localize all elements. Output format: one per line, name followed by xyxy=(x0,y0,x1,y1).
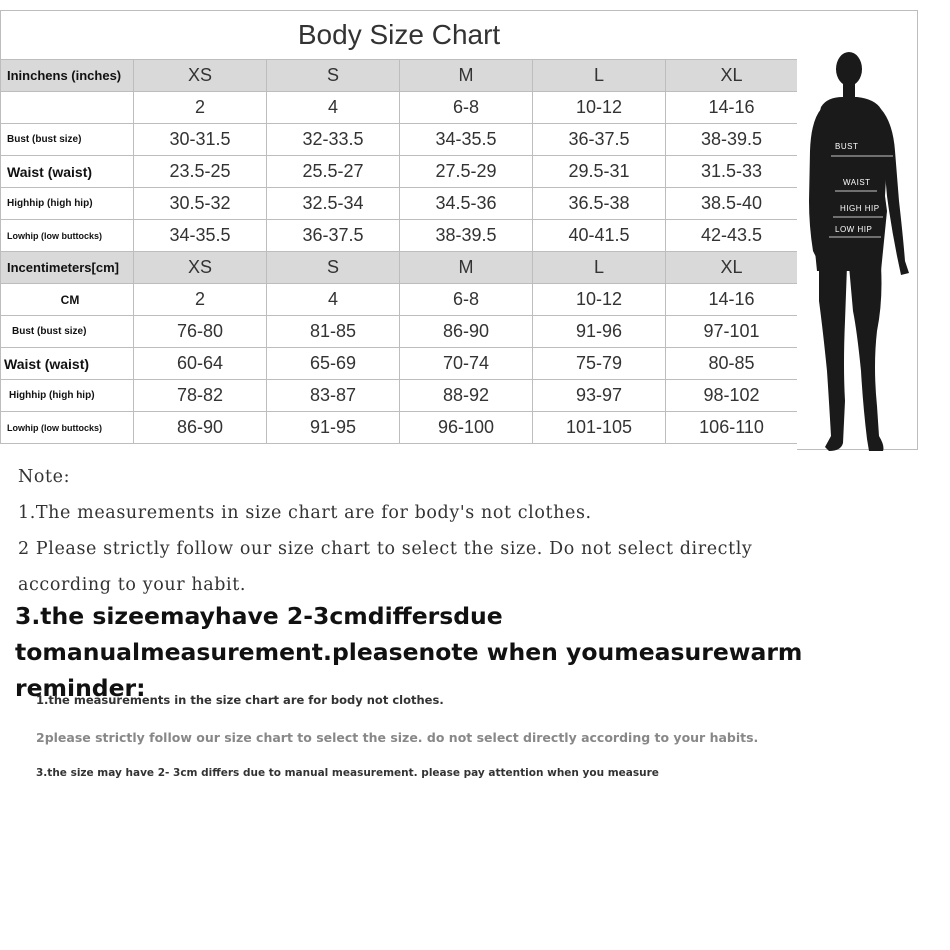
table-cell: 27.5-29 xyxy=(400,156,533,188)
row-label: Waist (waist) xyxy=(1,156,134,188)
table-cell: 81-85 xyxy=(267,316,400,348)
row-label xyxy=(1,92,134,124)
table-cell: 4 xyxy=(267,284,400,316)
table-cell: 29.5-31 xyxy=(533,156,666,188)
size-header-xs: XS xyxy=(134,60,267,92)
size-header-l: L xyxy=(533,252,666,284)
table-cell: 34.5-36 xyxy=(400,188,533,220)
table-cell: 80-85 xyxy=(666,348,798,380)
size-header-m: M xyxy=(400,252,533,284)
table-cell: 31.5-33 xyxy=(666,156,798,188)
table-cell: 38-39.5 xyxy=(400,220,533,252)
table-cell: 23.5-25 xyxy=(134,156,267,188)
table-cell: 10-12 xyxy=(533,92,666,124)
table-cell: 91-95 xyxy=(267,412,400,444)
figure-label-low-hip: LOW HIP xyxy=(835,225,873,234)
chart-title: Body Size Chart xyxy=(1,11,798,60)
inches-bust-row xyxy=(1,124,798,156)
cm-highhip-row xyxy=(1,380,798,412)
row-label: Highhip (high hip) xyxy=(1,380,134,412)
cm-header-label: Incentimeters[cm] xyxy=(1,252,134,284)
note-line-2-cont: according to your habit. xyxy=(18,575,247,595)
inches-lowhip-row xyxy=(1,220,798,252)
figure-label-high-hip: HIGH HIP xyxy=(840,204,880,213)
table-cell: 101-105 xyxy=(533,412,666,444)
table-cell: 42-43.5 xyxy=(666,220,798,252)
table-cell: 34-35.5 xyxy=(134,220,267,252)
table-cell: 36.5-38 xyxy=(533,188,666,220)
note-line-1: 1.The measurements in size chart are for body's not clothes. xyxy=(18,503,592,523)
inches-header-row xyxy=(1,60,798,92)
note-line-2: 2 Please strictly follow our size chart to select the size. Do not select directly xyxy=(18,539,753,559)
table-cell: 78-82 xyxy=(134,380,267,412)
table-cell: 98-102 xyxy=(666,380,798,412)
table-cell: 2 xyxy=(134,284,267,316)
cm-header-row xyxy=(1,252,798,284)
row-label: Highhip (high hip) xyxy=(1,188,134,220)
table-cell: 34-35.5 xyxy=(400,124,533,156)
reminder-line-3: 3.the size may have 2- 3cm differs due to manual measurement. please pay attention when you measure xyxy=(36,767,659,779)
table-cell: 86-90 xyxy=(400,316,533,348)
figure-label-waist: WAIST xyxy=(843,178,871,187)
row-label: CM xyxy=(1,284,134,316)
table-cell: 30.5-32 xyxy=(134,188,267,220)
size-header-l: L xyxy=(533,60,666,92)
row-label: Waist (waist) xyxy=(1,348,134,380)
warm-reminder-note: 3.the sizeemayhave 2-3cmdiffersdue tomanualmeasurement.pleasenote when youmeasurewarm reminder: xyxy=(15,602,803,702)
table-cell: 30-31.5 xyxy=(134,124,267,156)
table-cell: 14-16 xyxy=(666,92,798,124)
size-header-m: M xyxy=(400,60,533,92)
table-cell: 6-8 xyxy=(400,284,533,316)
cm-us-size-row xyxy=(1,284,798,316)
row-label: Lowhip (low buttocks) xyxy=(1,220,134,252)
size-header-s: S xyxy=(267,252,400,284)
table-cell: 32.5-34 xyxy=(267,188,400,220)
table-cell: 86-90 xyxy=(134,412,267,444)
note-heading: Note: xyxy=(18,467,71,487)
figure-label-bust: BUST xyxy=(835,142,859,151)
size-header-xl: XL xyxy=(666,252,798,284)
table-cell: 10-12 xyxy=(533,284,666,316)
table-cell: 76-80 xyxy=(134,316,267,348)
cm-lowhip-row xyxy=(1,412,798,444)
size-header-s: S xyxy=(267,60,400,92)
table-cell: 60-64 xyxy=(134,348,267,380)
table-cell: 36-37.5 xyxy=(267,220,400,252)
inches-header-label: Ininchens (inches) xyxy=(1,60,134,92)
reminder-line-1: 1.the measurements in the size chart are for body not clothes. xyxy=(36,693,444,707)
table-cell: 25.5-27 xyxy=(267,156,400,188)
table-cell: 70-74 xyxy=(400,348,533,380)
table-cell: 4 xyxy=(267,92,400,124)
size-header-xl: XL xyxy=(666,60,798,92)
table-cell: 40-41.5 xyxy=(533,220,666,252)
inches-waist-row xyxy=(1,156,798,188)
table-cell: 97-101 xyxy=(666,316,798,348)
cm-bust-row xyxy=(1,316,798,348)
row-label: Bust (bust size) xyxy=(1,316,134,348)
table-cell: 83-87 xyxy=(267,380,400,412)
inches-us-size-row xyxy=(1,92,798,124)
size-table xyxy=(0,10,798,444)
reminder-line-2: 2please strictly follow our size chart to select the size. do not select directly according to your habits. xyxy=(36,730,759,745)
table-cell: 36-37.5 xyxy=(533,124,666,156)
size-header-xs: XS xyxy=(134,252,267,284)
table-cell: 2 xyxy=(134,92,267,124)
title-row xyxy=(1,11,798,60)
cm-waist-row xyxy=(1,348,798,380)
table-cell: 38.5-40 xyxy=(666,188,798,220)
inches-highhip-row xyxy=(1,188,798,220)
size-chart xyxy=(0,10,918,450)
table-cell: 93-97 xyxy=(533,380,666,412)
row-label: Bust (bust size) xyxy=(1,124,134,156)
table-cell: 32-33.5 xyxy=(267,124,400,156)
table-cell: 75-79 xyxy=(533,348,666,380)
table-cell: 96-100 xyxy=(400,412,533,444)
table-cell: 6-8 xyxy=(400,92,533,124)
table-cell: 65-69 xyxy=(267,348,400,380)
row-label: Lowhip (low buttocks) xyxy=(1,412,134,444)
table-cell: 88-92 xyxy=(400,380,533,412)
table-cell: 91-96 xyxy=(533,316,666,348)
table-cell: 106-110 xyxy=(666,412,798,444)
table-cell: 38-39.5 xyxy=(666,124,798,156)
table-cell: 14-16 xyxy=(666,284,798,316)
body-figure-panel xyxy=(797,10,918,450)
